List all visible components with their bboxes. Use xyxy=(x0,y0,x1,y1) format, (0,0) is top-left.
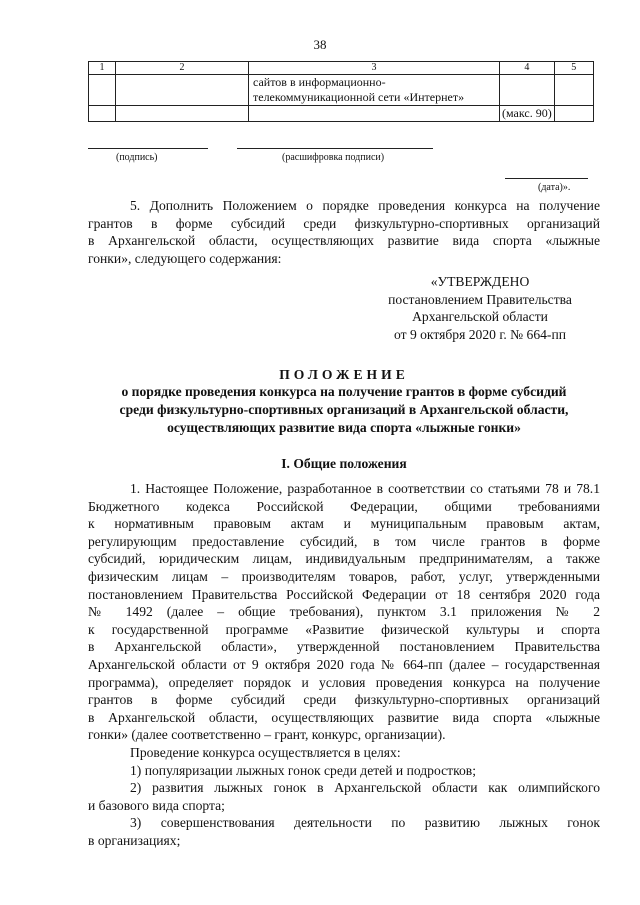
body-line: Архангельской области от 9 октября 2020 года № 664-пп (далее – государственная xyxy=(88,656,600,672)
table-header-cell: 1 xyxy=(89,62,116,75)
table-row xyxy=(89,75,594,106)
table-cell-max: (макс. 90) xyxy=(500,106,555,122)
form-table xyxy=(88,61,594,122)
body-line: к нормативным правовым актам и муниципальным правовым актам, xyxy=(88,516,600,532)
subtitle-line: о порядке проведения конкурса на получение грантов в форме субсидий xyxy=(121,384,567,399)
body-line: 3) совершенствования деятельности по развитию лыжных гонок xyxy=(130,815,600,831)
signature-decode-line xyxy=(237,148,433,149)
document-title: ПОЛОЖЕНИЕ xyxy=(279,367,409,382)
table-header-row xyxy=(89,62,594,75)
paragraph-line: в Архангельской области, осуществляющих развитие вида спорта «лыжные xyxy=(88,233,600,249)
body-line: субсидий, юридическим лицам, индивидуальным предпринимателям, а также xyxy=(88,551,600,567)
signature-line xyxy=(88,148,208,149)
body-line: и базового вида спорта; xyxy=(88,797,225,813)
date-line xyxy=(505,178,588,179)
body-line: физическим лицам – производителям товаров, работ, услуг, утвержденными xyxy=(88,568,600,584)
table-cell-line: телекоммуникационной сети «Интернет» xyxy=(253,90,465,104)
table-header-cell: 2 xyxy=(116,62,249,75)
table-row xyxy=(89,106,594,122)
date-caption: (дата)». xyxy=(538,182,571,193)
decode-caption: (расшифровка подписи) xyxy=(282,152,385,163)
approval-line: от 9 октября 2020 г. № 664-пп xyxy=(393,326,566,342)
body-line: в Архангельской области, осуществляющих развитие вида спорта «лыжные xyxy=(88,709,600,725)
section-body xyxy=(88,480,600,849)
table-header-cell: 3 xyxy=(249,62,500,75)
body-line: Проведение конкурса осуществляется в целях: xyxy=(130,744,401,760)
body-line: к государственной программе «Развитие физической культуры и спорта xyxy=(88,621,600,637)
page-number: 38 xyxy=(313,37,327,52)
body-line: гонки» (далее соответственно – грант, конкурс, организации). xyxy=(88,727,446,743)
paragraph-line: гонки», следующего содержания: xyxy=(88,250,282,266)
body-line: № 1492 (далее – общие требования), пунктом 3.1 приложения № 2 xyxy=(88,604,600,620)
table-cell-line: сайтов в информационно- xyxy=(253,75,386,89)
approval-line: постановлением Правительства xyxy=(388,291,572,307)
document-subtitle xyxy=(88,383,600,437)
body-line: 1) популяризации лыжных гонок среди детей и подростков; xyxy=(130,762,476,778)
paragraph-line: грантов в форме субсидий среди физкультурно-спортивных организаций xyxy=(88,215,600,231)
approval-line: Архангельской области xyxy=(412,309,548,325)
item-5-paragraph xyxy=(88,197,600,267)
table-header-cell: 4 xyxy=(500,62,555,75)
signature-caption: (подпись) xyxy=(116,152,158,163)
body-line: грантов в форме субсидий среди физкультурно-спортивных организаций xyxy=(88,692,600,708)
table-cell-description xyxy=(249,75,500,106)
body-line: 1. Настоящее Положение, разработанное в соответствии со статьями 78 и 78.1 xyxy=(130,481,600,496)
subtitle-line: осуществляющих развитие вида спорта «лыжные гонки» xyxy=(167,420,521,435)
approval-stamp xyxy=(360,273,600,343)
table-header-cell: 5 xyxy=(554,62,593,75)
body-line: регулирующим предоставление субсидий, в том числе грантов в форме xyxy=(88,533,600,549)
approval-line: «УТВЕРЖДЕНО xyxy=(430,274,530,289)
body-line: Бюджетного кодекса Российской Федерации, общими требованиями xyxy=(88,498,600,514)
body-line: 2) развития лыжных гонок в Архангельской области как олимпийского xyxy=(130,780,600,796)
body-line: постановлением Правительства Российской Федерации от 18 сентября 2020 года xyxy=(88,586,600,602)
body-line: в Архангельской области», утвержденной постановлением Правительства xyxy=(88,639,600,655)
subtitle-line: среди физкультурно-спортивных организаций в Архангельской области, xyxy=(119,402,569,417)
section-heading: I. Общие положения xyxy=(281,456,407,471)
paragraph-line: 5. Дополнить Положением о порядке проведения конкурса на получение xyxy=(130,198,600,213)
body-line: в организациях; xyxy=(88,832,181,848)
body-line: программа), определяет порядок и условия проведения конкурса на получение xyxy=(88,674,600,690)
